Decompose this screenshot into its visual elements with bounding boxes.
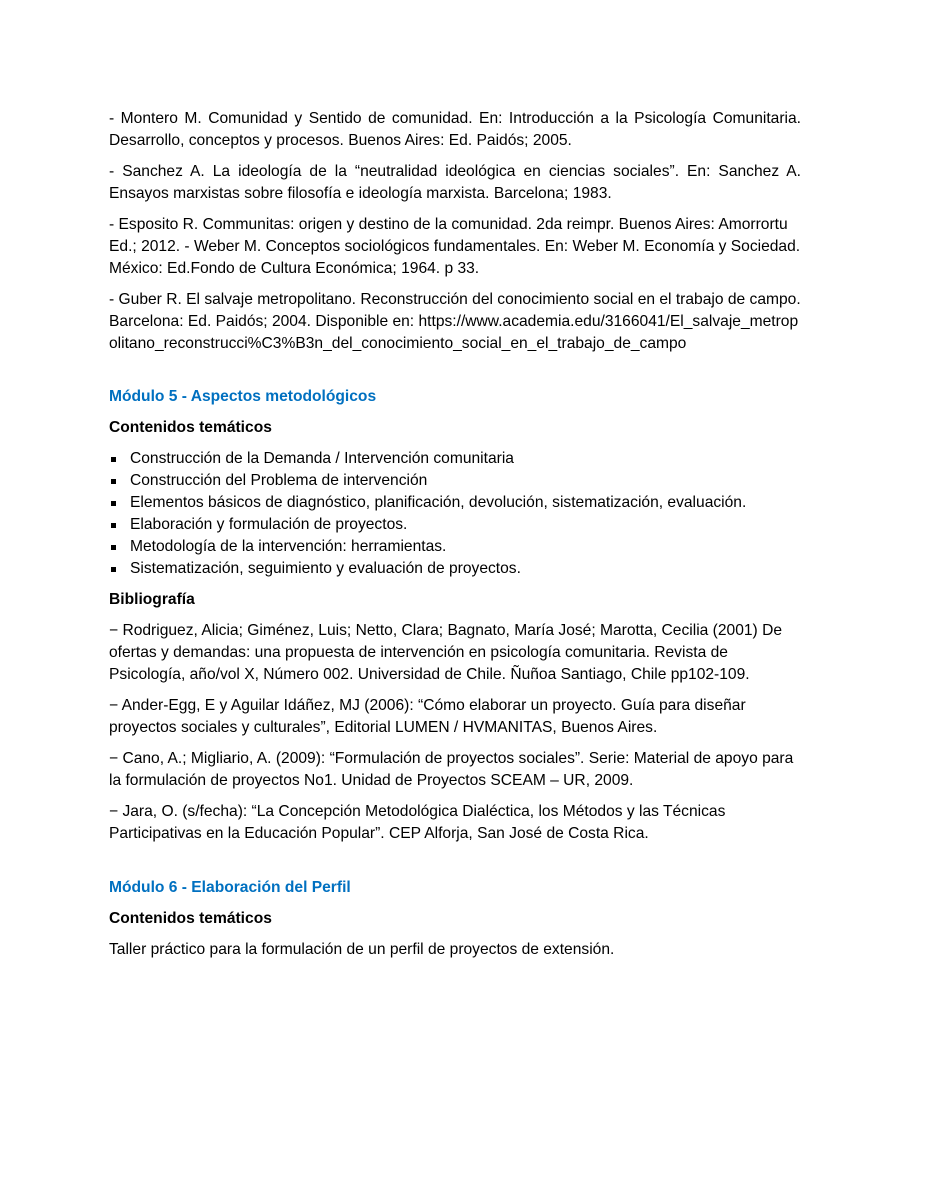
section-spacer (109, 854, 801, 877)
document-page (109, 108, 801, 970)
list-item-text: Elaboración y formulación de proyectos. (130, 516, 408, 533)
square-bullet-icon (111, 523, 116, 528)
reference-sanchez: - Sanchez A. La ideología de la “neutralidad ideológica en ciencias sociales”. En: Sanchez A. Ensayos marxistas sobre filosofía e ideología marxista. Barcelona; 1983. (109, 163, 801, 202)
module-5-title: Módulo 5 - Aspectos metodológicos (109, 388, 377, 405)
module-5-bibliografia-heading: Bibliografía (109, 591, 195, 608)
list-item (109, 448, 801, 470)
list-item (109, 514, 801, 536)
list-item-text: Construcción del Problema de intervención (130, 472, 428, 489)
square-bullet-icon (111, 545, 116, 550)
list-item-text: Metodología de la intervención: herramientas. (130, 538, 447, 555)
module-5-contenidos-heading: Contenidos temáticos (109, 419, 272, 436)
module-5-contenidos-list (109, 448, 801, 580)
square-bullet-icon (111, 567, 116, 572)
reference-guber: - Guber R. El salvaje metropolitano. Reconstrucción del conocimiento social en el trabajo de campo. Barcelona: Ed. Paidós; 2004. Disponible en: https://www.academia.edu/3166041/El_salvaje_metropolitano_reconstrucci%C3%B3n_del_conocimiento_social_en_el_trabajo_de_campo (109, 291, 801, 352)
list-item-text: Construcción de la Demanda / Intervención comunitaria (130, 450, 514, 467)
list-item (109, 492, 801, 514)
module-6-title: Módulo 6 - Elaboración del Perfil (109, 879, 351, 896)
list-item-text: Elementos básicos de diagnóstico, planificación, devolución, sistematización, evaluación. (130, 494, 747, 511)
list-item (109, 470, 801, 492)
bibliografia-ander-egg: − Ander-Egg, E y Aguilar Idáñez, MJ (2006): “Cómo elaborar un proyecto. Guía para diseñar proyectos sociales y culturales”, Editorial LUMEN / HVMANITAS, Buenos Aires. (109, 697, 746, 736)
square-bullet-icon (111, 501, 116, 506)
list-item (109, 558, 801, 580)
bibliografia-cano: − Cano, A.; Migliario, A. (2009): “Formulación de proyectos sociales”. Serie: Material de apoyo para la formulación de proyectos No1. Unidad de Proyectos SCEAM – UR, 2009. (109, 750, 794, 789)
reference-montero: - Montero M. Comunidad y Sentido de comunidad. En: Introducción a la Psicología Comunitaria. Desarrollo, conceptos y procesos. Buenos Aires: Ed. Paidós; 2005. (109, 110, 801, 149)
square-bullet-icon (111, 457, 116, 462)
bibliografia-jara: − Jara, O. (s/fecha): “La Concepción Metodológica Dialéctica, los Métodos y las Técnicas Participativas en la Educación Popular”. CEP Alforja, San José de Costa Rica. (109, 803, 726, 842)
module-6-contenidos-text: Taller práctico para la formulación de un perfil de proyectos de extensión. (109, 941, 615, 958)
list-item-text: Sistematización, seguimiento y evaluación de proyectos. (130, 560, 521, 577)
module-6-contenidos-heading: Contenidos temáticos (109, 910, 272, 927)
list-item (109, 536, 801, 558)
section-spacer (109, 364, 801, 386)
square-bullet-icon (111, 479, 116, 484)
bibliografia-rodriguez: − Rodriguez, Alicia; Giménez, Luis; Netto, Clara; Bagnato, María José; Marotta, Cecilia (2001) De ofertas y demandas: una propuesta de intervención en psicología comunitaria. Revista de Psicología, año/vol X, Número 002. Universidad de Chile. Ñuñoa Santiago, Chile pp102-109. (109, 622, 783, 683)
reference-esposito-weber: - Esposito R. Communitas: origen y destino de la comunidad. 2da reimpr. Buenos Aires: Amorrortu Ed.; 2012. - Weber M. Conceptos sociológicos fundamentales. En: Weber M. Economía y Sociedad. México: Ed.Fondo de Cultura Económica; 1964. p 33. (109, 216, 801, 277)
